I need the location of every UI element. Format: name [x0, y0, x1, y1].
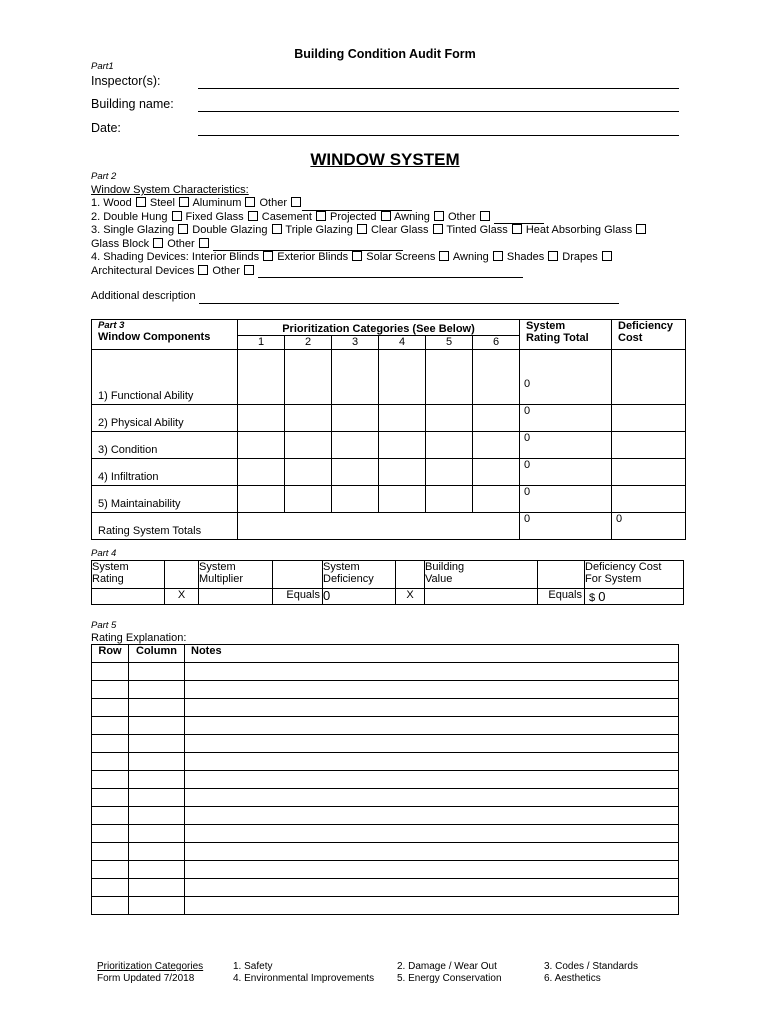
option-label: Projected — [326, 210, 380, 223]
checkbox[interactable] — [512, 224, 522, 234]
score-cell[interactable] — [238, 405, 285, 432]
option-label: Other — [256, 197, 291, 209]
building-value[interactable] — [425, 589, 538, 605]
column-cell[interactable] — [129, 681, 185, 699]
checkbox[interactable] — [433, 224, 443, 234]
checkbox[interactable] — [248, 211, 258, 221]
prioritization-header: Prioritization Categories (See Below) — [238, 320, 520, 336]
other-specify-field[interactable] — [258, 267, 523, 278]
times-sign: X — [165, 589, 199, 605]
option-label: Shades — [503, 251, 548, 263]
notes-cell[interactable] — [185, 681, 679, 699]
category-2: 2. Damage / Wear Out — [397, 961, 497, 972]
option-label: 2. Double Hung — [91, 210, 171, 223]
score-cell[interactable] — [238, 459, 285, 486]
notes-row — [92, 681, 679, 699]
column-cell[interactable] — [129, 789, 185, 807]
rating-total-value: 0 — [520, 459, 612, 486]
notes-row — [92, 879, 679, 897]
option-label: Other — [209, 264, 243, 277]
notes-table — [91, 644, 679, 915]
deficiency-calc-table — [91, 560, 684, 605]
checkbox[interactable] — [245, 197, 255, 207]
option-label: Heat Absorbing Glass — [522, 224, 636, 236]
building-line2: Value — [425, 573, 453, 585]
score-cell[interactable] — [426, 432, 473, 459]
characteristics-line — [91, 251, 647, 265]
multiplier-header — [199, 561, 273, 589]
row-cell[interactable] — [92, 699, 129, 717]
category-number: 5 — [426, 336, 473, 350]
additional-description — [91, 290, 619, 304]
column-cell[interactable] — [129, 897, 185, 915]
column-cell[interactable] — [129, 735, 185, 753]
score-cell[interactable] — [426, 459, 473, 486]
component-label: 3) Condition — [92, 432, 238, 459]
deficiency-cost-value — [585, 589, 684, 605]
option-label: Steel — [146, 197, 179, 209]
option-label: Exterior Blinds — [274, 251, 352, 263]
characteristics-heading: Window System Characteristics: — [91, 184, 249, 196]
notes-cell[interactable] — [185, 735, 679, 753]
row-cell[interactable] — [92, 807, 129, 825]
deficiency-header — [323, 561, 396, 589]
option-label: 3. Single Glazing — [91, 224, 178, 236]
column-cell[interactable] — [129, 879, 185, 897]
components-table — [91, 319, 686, 540]
equals-sign: Equals — [273, 589, 323, 605]
notes-cell[interactable] — [185, 843, 679, 861]
blank-cell — [273, 561, 323, 589]
deficiency-cost-cell[interactable] — [612, 350, 686, 405]
multiplier-value[interactable] — [199, 589, 273, 605]
totals-cost-value: 0 — [612, 513, 686, 540]
checkbox[interactable] — [172, 211, 182, 221]
column-cell[interactable] — [129, 807, 185, 825]
rating-total-header — [520, 320, 612, 350]
component-label: 5) Maintainability — [92, 486, 238, 513]
blank-cell — [538, 561, 585, 589]
option-label: Awning — [391, 210, 433, 223]
building-name-field[interactable] — [198, 111, 679, 112]
blank-cell — [396, 561, 425, 589]
category-6: 6. Aesthetics — [544, 973, 601, 984]
score-cell[interactable] — [426, 350, 473, 405]
part2-label: Part 2 — [91, 171, 117, 182]
deficiency-cost-header — [585, 561, 684, 589]
option-label: Awning — [450, 251, 492, 263]
notes-row — [92, 717, 679, 735]
form-updated: Form Updated 7/2018 — [97, 973, 195, 984]
deficiency-cost-cell[interactable] — [612, 459, 686, 486]
row-cell[interactable] — [92, 735, 129, 753]
other-specify-field[interactable] — [302, 200, 412, 211]
totals-label: Rating System Totals — [92, 513, 238, 540]
checkbox[interactable] — [178, 224, 188, 234]
score-cell[interactable] — [379, 350, 426, 405]
checkbox[interactable] — [439, 251, 449, 261]
cost-value: 0 — [598, 589, 606, 604]
score-cell[interactable] — [473, 459, 520, 486]
column-cell[interactable] — [129, 663, 185, 681]
checkbox[interactable] — [357, 224, 367, 234]
characteristics-line — [91, 265, 647, 279]
checkbox[interactable] — [434, 211, 444, 221]
footer-col-2 — [397, 961, 502, 985]
notes-cell[interactable] — [185, 807, 679, 825]
checkbox[interactable] — [272, 224, 282, 234]
category-number: 2 — [285, 336, 332, 350]
multiplier-line1: System — [199, 561, 236, 573]
system-rating-line2: Rating — [92, 573, 124, 585]
deficiency-line2: Deficiency — [323, 573, 374, 585]
part1-label: Part1 — [91, 61, 114, 72]
option-label: Triple Glazing — [282, 224, 356, 236]
multiplier-line2: Multiplier — [199, 573, 244, 585]
column-header: Column — [129, 645, 185, 663]
checkbox[interactable] — [316, 211, 326, 221]
notes-cell[interactable] — [185, 717, 679, 735]
deficiency-header-line2: Cost — [618, 332, 643, 344]
totals-blank — [238, 513, 520, 540]
footer-col-1 — [233, 961, 374, 985]
footer-legend-title — [97, 961, 203, 985]
table-row — [92, 459, 686, 486]
notes-cell[interactable] — [185, 861, 679, 879]
notes-row — [92, 807, 679, 825]
row-cell[interactable] — [92, 897, 129, 915]
checkbox[interactable] — [179, 197, 189, 207]
score-cell[interactable] — [379, 486, 426, 513]
option-label: 1. Wood — [91, 197, 135, 209]
currency-symbol: $ — [589, 592, 596, 604]
option-label: Drapes — [559, 251, 601, 263]
category-3: 3. Codes / Standards — [544, 961, 638, 972]
option-label: Aluminum — [190, 197, 245, 209]
score-cell[interactable] — [473, 486, 520, 513]
inspector-label: Inspector(s): — [91, 74, 161, 88]
characteristics-line — [91, 197, 647, 211]
deficiency-cost-cell[interactable] — [612, 486, 686, 513]
checkbox[interactable] — [480, 211, 490, 221]
score-cell[interactable] — [238, 350, 285, 405]
date-label: Date: — [91, 121, 121, 135]
row-cell[interactable] — [92, 825, 129, 843]
notes-cell[interactable] — [185, 753, 679, 771]
cost-line2: For System — [585, 573, 642, 585]
category-number: 3 — [332, 336, 379, 350]
notes-row — [92, 861, 679, 879]
cost-line1: Deficiency Cost — [585, 561, 662, 573]
rating-total-header-line2: Rating Total — [526, 332, 589, 344]
column-cell[interactable] — [129, 843, 185, 861]
notes-cell[interactable] — [185, 825, 679, 843]
row-cell[interactable] — [92, 861, 129, 879]
notes-cell[interactable] — [185, 663, 679, 681]
part4-label: Part 4 — [91, 548, 117, 559]
notes-cell[interactable] — [185, 897, 679, 915]
section-title: WINDOW SYSTEM — [310, 150, 460, 169]
notes-row — [92, 699, 679, 717]
row-cell[interactable] — [92, 663, 129, 681]
notes-row — [92, 789, 679, 807]
component-label: 4) Infiltration — [92, 459, 238, 486]
category-number: 6 — [473, 336, 520, 350]
deficiency-cost-cell[interactable] — [612, 405, 686, 432]
checkbox[interactable] — [381, 211, 391, 221]
row-cell[interactable] — [92, 753, 129, 771]
other-specify-field[interactable] — [213, 240, 403, 251]
equals-sign: Equals — [538, 589, 585, 605]
checkbox[interactable] — [244, 265, 254, 275]
deficiency-header-line1: Deficiency — [618, 320, 674, 332]
score-cell[interactable] — [473, 350, 520, 405]
category-4: 4. Environmental Improvements — [233, 973, 375, 984]
row-header: Row — [92, 645, 129, 663]
inspector-field[interactable] — [198, 88, 679, 89]
checkbox[interactable] — [136, 197, 146, 207]
deficiency-line1: System — [323, 561, 360, 573]
system-rating-header — [92, 561, 165, 589]
score-cell[interactable] — [285, 459, 332, 486]
notes-cell[interactable] — [185, 879, 679, 897]
notes-row — [92, 825, 679, 843]
component-label: 2) Physical Ability — [92, 405, 238, 432]
blank-cell — [165, 561, 199, 589]
checkbox[interactable] — [199, 238, 209, 248]
score-cell[interactable] — [285, 350, 332, 405]
part3-label: Part 3 — [98, 320, 125, 331]
characteristics-line — [91, 224, 647, 238]
notes-row — [92, 663, 679, 681]
deficiency-header — [612, 320, 686, 350]
row-cell[interactable] — [92, 771, 129, 789]
option-label: Tinted Glass — [443, 224, 511, 236]
checkbox[interactable] — [263, 251, 273, 261]
option-label: Fixed Glass — [182, 210, 247, 223]
rating-total-value: 0 — [520, 350, 612, 405]
category-number: 1 — [238, 336, 285, 350]
times-sign: X — [396, 589, 425, 605]
score-cell[interactable] — [332, 432, 379, 459]
prioritization-title: Prioritization Categories — [97, 961, 204, 972]
notes-cell[interactable] — [185, 699, 679, 717]
column-cell[interactable] — [129, 699, 185, 717]
row-cell[interactable] — [92, 789, 129, 807]
notes-header: Notes — [185, 645, 679, 663]
row-cell[interactable] — [92, 843, 129, 861]
score-cell[interactable] — [473, 405, 520, 432]
deficiency-value: 0 — [323, 589, 396, 605]
footer-col-3 — [544, 961, 638, 985]
system-rating-value[interactable] — [92, 589, 165, 605]
rating-explanation-heading: Rating Explanation: — [91, 632, 187, 644]
checkbox[interactable] — [291, 197, 301, 207]
option-label: Casement — [258, 210, 315, 223]
row-cell[interactable] — [92, 681, 129, 699]
table-row — [92, 486, 686, 513]
building-line1: Building — [425, 561, 465, 573]
totals-row — [92, 513, 686, 540]
row-cell[interactable] — [92, 879, 129, 897]
column-cell[interactable] — [129, 717, 185, 735]
score-cell[interactable] — [285, 405, 332, 432]
characteristics-line — [91, 238, 647, 252]
building-value-header — [425, 561, 538, 589]
score-cell[interactable] — [285, 432, 332, 459]
table-row — [92, 405, 686, 432]
option-label: Solar Screens — [363, 251, 439, 263]
notes-row — [92, 771, 679, 789]
row-cell[interactable] — [92, 717, 129, 735]
part5-label: Part 5 — [91, 620, 117, 631]
score-cell[interactable] — [238, 432, 285, 459]
option-label: Other — [444, 210, 479, 223]
additional-description-label: Additional description — [91, 290, 196, 302]
table-row — [92, 350, 686, 405]
option-label: Glass Block — [91, 237, 153, 250]
score-cell[interactable] — [426, 486, 473, 513]
rating-total-value: 0 — [520, 405, 612, 432]
score-cell[interactable] — [332, 350, 379, 405]
checkbox[interactable] — [636, 224, 646, 234]
option-label: Clear Glass — [367, 224, 432, 236]
score-cell[interactable] — [379, 459, 426, 486]
score-cell[interactable] — [332, 405, 379, 432]
characteristics-list — [91, 197, 647, 278]
option-label: Double Glazing — [189, 224, 271, 236]
option-label: Other — [164, 237, 198, 250]
totals-rating-value: 0 — [520, 513, 612, 540]
deficiency-cost-cell[interactable] — [612, 432, 686, 459]
rating-total-header-line1: System — [526, 320, 566, 332]
notes-row — [92, 897, 679, 915]
checkbox[interactable] — [548, 251, 558, 261]
checkbox[interactable] — [198, 265, 208, 275]
checkbox[interactable] — [352, 251, 362, 261]
column-cell[interactable] — [129, 753, 185, 771]
building-name-label: Building name: — [91, 97, 174, 111]
system-rating-line1: System — [92, 561, 129, 573]
notes-cell[interactable] — [185, 771, 679, 789]
characteristics-line — [91, 211, 647, 225]
score-cell[interactable] — [285, 486, 332, 513]
score-cell[interactable] — [473, 432, 520, 459]
category-5: 5. Energy Conservation — [397, 973, 502, 984]
option-label: Architectural Devices — [91, 264, 198, 277]
score-cell[interactable] — [379, 405, 426, 432]
category-1: 1. Safety — [233, 961, 273, 972]
form-title: Building Condition Audit Form — [294, 47, 476, 61]
notes-row — [92, 753, 679, 771]
column-cell[interactable] — [129, 825, 185, 843]
score-cell[interactable] — [332, 459, 379, 486]
column-cell[interactable] — [129, 771, 185, 789]
score-cell[interactable] — [426, 405, 473, 432]
category-number: 4 — [379, 336, 426, 350]
components-header-cell — [92, 320, 238, 350]
component-label: 1) Functional Ability — [92, 350, 238, 405]
notes-row — [92, 735, 679, 753]
score-cell[interactable] — [332, 486, 379, 513]
checkbox[interactable] — [153, 238, 163, 248]
checkbox[interactable] — [602, 251, 612, 261]
rating-total-value: 0 — [520, 432, 612, 459]
additional-description-field[interactable] — [199, 293, 619, 304]
score-cell[interactable] — [379, 432, 426, 459]
score-cell[interactable] — [238, 486, 285, 513]
table-row — [92, 432, 686, 459]
other-specify-field[interactable] — [494, 213, 544, 224]
option-label: 4. Shading Devices: Interior Blinds — [91, 251, 263, 263]
column-cell[interactable] — [129, 861, 185, 879]
notes-row — [92, 843, 679, 861]
components-header: Window Components — [98, 331, 211, 343]
date-field[interactable] — [198, 135, 679, 136]
checkbox[interactable] — [493, 251, 503, 261]
notes-cell[interactable] — [185, 789, 679, 807]
rating-total-value: 0 — [520, 486, 612, 513]
